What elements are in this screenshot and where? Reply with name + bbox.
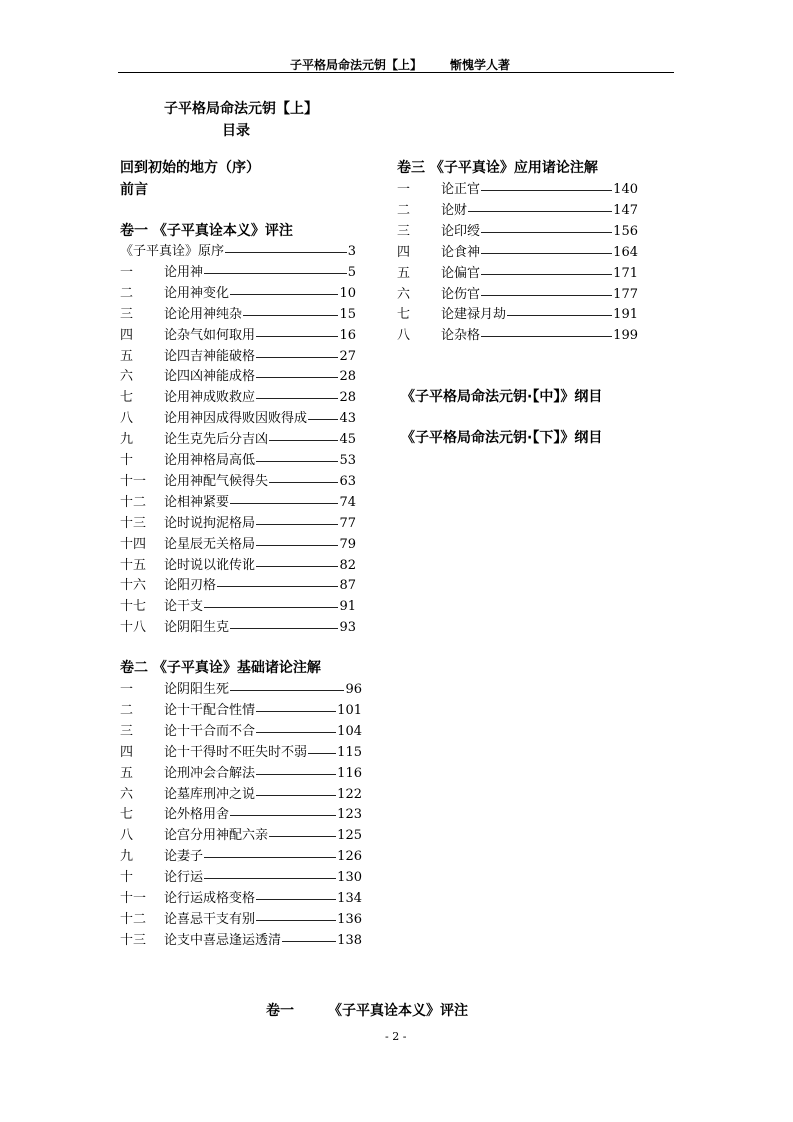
toc-entry-page: 96 <box>345 682 362 697</box>
toc-entry-title: 论用神变化 <box>164 285 230 301</box>
toc-entry-title: 论印绶 <box>441 223 481 239</box>
toc-entry[interactable] <box>120 241 356 262</box>
toc-entry-title: 论伤官 <box>441 286 481 302</box>
toc-entry-title: 论十干得时不旺失时不弱 <box>164 744 308 760</box>
toc-entry-title: 论论用神纯杂 <box>164 306 243 322</box>
toc-entry[interactable] <box>397 221 638 242</box>
toc-entry-page: 126 <box>337 849 362 865</box>
toc-entry-title: 论行运成格变格 <box>164 891 256 906</box>
toc-entry-page: 87 <box>339 578 356 594</box>
toc-entry-page: 156 <box>613 223 638 239</box>
toc-entry-page: 191 <box>613 307 638 323</box>
toc-entry-title: 论杂气如何取用 <box>164 327 256 343</box>
toc-entry[interactable] <box>120 262 356 283</box>
toc-leader-line <box>256 534 338 546</box>
toc-entry[interactable] <box>120 888 362 909</box>
toc-entry-number: 十三 <box>120 515 147 531</box>
toc-leader-line <box>217 575 338 587</box>
toc-entry[interactable] <box>120 763 362 784</box>
toc-entry[interactable] <box>120 346 356 367</box>
toc-entry[interactable] <box>120 429 356 450</box>
toc-entry[interactable] <box>120 825 362 846</box>
toc-entry-number: 十 <box>120 453 134 468</box>
vol2-heading[interactable]: 卷二 《子平真诠》基础诸论注解 <box>120 660 321 676</box>
toc-entry-page: 164 <box>613 244 638 260</box>
toc-entry-page: 77 <box>339 515 356 531</box>
toc-leader-line <box>256 325 338 337</box>
toc-entry-number: 三 <box>120 306 134 322</box>
toc-entry-number: 十一 <box>120 473 147 489</box>
toc-entry[interactable] <box>120 700 362 721</box>
toc-entry-number: 十 <box>120 870 134 886</box>
toc-entry-number: 十二 <box>120 911 147 927</box>
toc-entry-title: 论阳刃格 <box>164 578 217 594</box>
toc-entry[interactable] <box>397 242 638 263</box>
toc-leader-line <box>230 617 338 629</box>
toc-entry-title: 论十干合而不合 <box>164 723 256 739</box>
next-section-volume: 卷一 <box>266 1003 294 1019</box>
toc-entry-page: 138 <box>337 932 362 948</box>
toc-leader-line <box>256 909 336 921</box>
toc-entry-number: 二 <box>120 702 134 718</box>
toc-entry[interactable] <box>120 450 356 471</box>
toc-entry-number: 九 <box>120 432 134 448</box>
toc-leader-line <box>481 242 612 254</box>
toc-entry[interactable] <box>120 804 362 825</box>
toc-entry[interactable] <box>397 200 638 221</box>
toc-entry-page: 91 <box>339 599 356 615</box>
toc-entry-number: 二 <box>397 202 411 218</box>
toc-entry-page: 28 <box>339 390 356 406</box>
toc-entry-number: 十三 <box>120 932 147 948</box>
toc-entry-number: 九 <box>120 849 134 865</box>
toc-entry-title: 论行运 <box>164 870 204 886</box>
toc-leader-line <box>481 263 612 275</box>
toc-entry-title: 论用神配气候得失 <box>164 473 269 489</box>
toc-leader-line <box>230 283 338 295</box>
toc-entry-page: 104 <box>337 723 362 739</box>
toc-leader-line <box>204 846 336 858</box>
toc-entry-number: 十八 <box>120 620 147 636</box>
toc-entry-number: 四 <box>397 244 411 260</box>
toc-leader-line <box>481 284 612 296</box>
toc-entry-number: 六 <box>397 286 411 302</box>
toc-leader-line <box>230 679 344 691</box>
toc-entry[interactable] <box>120 387 356 408</box>
toc-entry[interactable] <box>120 721 362 742</box>
toc-entry-number: 六 <box>120 786 134 802</box>
toc-foreword[interactable]: 前言 <box>120 182 148 198</box>
toc-leader-line <box>256 513 338 525</box>
toc-leader-line <box>243 304 338 316</box>
next-section-heading <box>266 1000 468 1020</box>
vol1-heading[interactable]: 卷一 《子平真诠本义》评注 <box>120 223 293 239</box>
toc-entry-title: 论刑冲会合解法 <box>164 765 256 781</box>
toc-entry-number: 五 <box>397 265 411 281</box>
toc-entry-page: 10 <box>339 285 356 301</box>
toc-leader-line <box>225 241 347 253</box>
toc-entry-page: 82 <box>339 557 356 573</box>
toc-leader-line <box>204 596 338 608</box>
document-title: 子平格局命法元钥【上】 <box>164 101 318 117</box>
toc-entry-number: 四 <box>120 744 134 760</box>
toc-leader-line <box>256 763 336 775</box>
toc-entry-title: 论时说以讹传讹 <box>164 557 256 573</box>
toc-entry-page: 3 <box>347 244 356 259</box>
toc-entry-page: 74 <box>339 494 356 510</box>
toc-entry-title: 论偏官 <box>441 265 481 281</box>
toc-entry-title: 论四凶神能成格 <box>164 369 256 385</box>
toc-leader-line <box>204 867 336 879</box>
toc-entry-title: 论阴阳生克 <box>164 620 230 636</box>
toc-entry-title: 论用神成败救应 <box>164 390 256 406</box>
toc-entry-number: 三 <box>120 723 134 739</box>
toc-entry[interactable] <box>120 513 356 534</box>
toc-entry[interactable] <box>397 284 638 305</box>
toc-entry[interactable] <box>120 742 362 763</box>
toc-leader-line <box>308 408 338 420</box>
toc-leader-line <box>204 262 347 274</box>
toc-entry[interactable] <box>397 304 638 325</box>
toc-leader-line <box>256 346 338 358</box>
toc-entry-number: 七 <box>120 390 134 406</box>
header-author: 惭愧学人著 <box>450 58 511 72</box>
toc-entry-number: 八 <box>397 328 411 344</box>
toc-leader-line <box>481 179 612 191</box>
toc-entry[interactable] <box>120 596 356 617</box>
toc-entry-number: 十四 <box>120 536 147 552</box>
toc-entry[interactable] <box>120 617 356 638</box>
toc-entry-title: 论外格用舍 <box>164 807 230 823</box>
header-rule <box>118 72 674 73</box>
toc-entry[interactable] <box>120 867 362 888</box>
toc-entry-page: 123 <box>337 807 362 823</box>
toc-entry-page: 28 <box>339 369 356 385</box>
toc-entry-page: 27 <box>339 348 356 364</box>
toc-entry-number: 一 <box>397 182 411 197</box>
toc-leader-line <box>256 366 338 378</box>
toc-entry-number: 八 <box>120 411 134 427</box>
toc-entry-page: 140 <box>613 182 638 197</box>
toc-leader-line <box>230 492 338 504</box>
toc-entry-page: 16 <box>339 327 356 343</box>
toc-entry-number: 二 <box>120 285 134 301</box>
toc-entry-title: 论干支 <box>164 599 204 615</box>
page-number: - 2 - <box>385 1030 407 1043</box>
toc-entry-page: 45 <box>339 432 356 448</box>
toc-entry-title: 论建禄月劫 <box>441 307 507 323</box>
toc-entry-number: 一 <box>120 682 134 697</box>
next-section-title: 《子平真诠本义》评注 <box>328 1003 468 1019</box>
toc-preface[interactable]: 回到初始的地方（序） <box>120 160 260 176</box>
toc-entry-title: 论阴阳生死 <box>164 682 230 697</box>
toc-entry-number: 十二 <box>120 494 147 510</box>
toc-leader-line <box>481 325 612 337</box>
toc-entry-page: 43 <box>339 411 356 427</box>
toc-entry-page: 93 <box>339 620 356 636</box>
toc-entry[interactable] <box>120 575 356 596</box>
toc-entry-title: 论四吉神能破格 <box>164 348 256 364</box>
toc-entry-page: 134 <box>337 891 362 906</box>
toc-entry-title: 论财 <box>441 202 468 218</box>
toc-entry-title: 论墓库刑冲之说 <box>164 786 256 802</box>
toc-leader-line <box>269 429 338 441</box>
toc-entry-title: 论星辰无关格局 <box>164 536 256 552</box>
toc-entry[interactable] <box>120 471 356 492</box>
toc-entry-page: 101 <box>337 702 362 718</box>
toc-entry[interactable] <box>120 325 356 346</box>
toc-entry-number: 七 <box>397 307 411 323</box>
toc-entry-page: 199 <box>613 328 638 344</box>
toc-entry[interactable] <box>120 784 362 805</box>
toc-entry[interactable] <box>120 304 356 325</box>
toc-entry-page: 5 <box>347 264 356 280</box>
toc-entry[interactable] <box>397 263 638 284</box>
toc-entry-title: 论支中喜忌逢运透清 <box>164 932 282 948</box>
toc-entry-page: 125 <box>337 828 362 844</box>
toc-entry[interactable] <box>120 534 356 555</box>
toc-entry-page: 63 <box>339 473 356 489</box>
toc-leader-line <box>230 804 336 816</box>
toc-entry-page: 147 <box>613 202 638 218</box>
toc-entry-page: 116 <box>337 765 362 781</box>
toc-entry-number: 六 <box>120 369 134 385</box>
toc-entry-page: 79 <box>339 536 356 552</box>
toc-entry-title: 论相神紧要 <box>164 494 230 510</box>
toc-leader-line <box>256 721 336 733</box>
toc-entry-page: 171 <box>613 265 638 281</box>
toc-entry-number: 十七 <box>120 599 147 615</box>
toc-entry-title: 论喜忌干支有别 <box>164 911 256 927</box>
toc-entry-page: 177 <box>613 286 638 302</box>
toc-entry-number: 十六 <box>120 578 147 594</box>
toc-leader-line <box>256 700 336 712</box>
running-header <box>290 56 510 73</box>
toc-entry[interactable] <box>120 408 356 429</box>
toc-leader-line <box>256 387 338 399</box>
header-title: 子平格局命法元钥【上】 <box>290 58 423 72</box>
toc-leader-line <box>269 825 336 837</box>
toc-leader-line <box>256 450 338 462</box>
toc-entry-number: 八 <box>120 828 134 844</box>
low-volume-outline[interactable]: 《子平格局命法元钥·【下】》纲目 <box>401 430 603 446</box>
toc-title: 目录 <box>222 123 250 139</box>
toc-entry[interactable] <box>120 846 362 867</box>
toc-leader-line <box>507 304 612 316</box>
toc-entry[interactable] <box>120 930 362 951</box>
toc-entry-title: 论宫分用神配六亲 <box>164 828 269 844</box>
toc-entry-title: 论用神 <box>164 264 204 280</box>
toc-leader-line <box>256 784 336 796</box>
toc-entry[interactable] <box>120 366 356 387</box>
toc-entry[interactable] <box>120 679 362 700</box>
toc-entry-title: 论用神因成得败因败得成 <box>164 411 308 427</box>
toc-entry[interactable] <box>397 179 638 200</box>
toc-leader-line <box>468 200 612 212</box>
toc-entry-number: 十一 <box>120 891 147 906</box>
toc-entry-title: 论食神 <box>441 244 481 260</box>
toc-entry-page: 15 <box>339 306 356 322</box>
toc-leader-line <box>256 888 336 900</box>
toc-entry-number: 七 <box>120 807 134 823</box>
mid-volume-outline[interactable]: 《子平格局命法元钥·【中】》纲目 <box>401 389 603 405</box>
toc-entry-title: 论正官 <box>441 182 481 197</box>
toc-entry-title: 论用神格局高低 <box>164 453 256 468</box>
toc-leader-line <box>308 742 336 754</box>
toc-entry-page: 53 <box>339 453 356 468</box>
toc-entry-page: 115 <box>337 744 362 760</box>
toc-leader-line <box>481 221 612 233</box>
toc-entry-number: 三 <box>397 223 411 239</box>
toc-leader-line <box>269 471 338 483</box>
toc-entry-title: 《子平真诠》原序 <box>120 244 225 259</box>
toc-entry-number: 五 <box>120 765 134 781</box>
toc-entry-title: 论杂格 <box>441 328 481 344</box>
toc-entry[interactable] <box>120 492 356 513</box>
toc-entry-number: 五 <box>120 348 134 364</box>
toc-entry-title: 论十干配合性情 <box>164 702 256 718</box>
vol3-heading[interactable]: 卷三 《子平真诠》应用诸论注解 <box>397 160 598 176</box>
toc-entry-title: 论生克先后分吉凶 <box>164 432 269 448</box>
toc-entry[interactable] <box>397 325 638 346</box>
toc-entry-number: 十五 <box>120 557 147 573</box>
toc-entry-number: 四 <box>120 327 134 343</box>
toc-entry-page: 130 <box>337 870 362 886</box>
toc-entry-number: 一 <box>120 264 134 280</box>
toc-leader-line <box>282 930 336 942</box>
toc-entry-title: 论时说拘泥格局 <box>164 515 256 531</box>
toc-entry[interactable] <box>120 555 356 576</box>
toc-leader-line <box>256 555 338 567</box>
toc-entry-page: 136 <box>337 911 362 927</box>
toc-entry[interactable] <box>120 283 356 304</box>
toc-entry-title: 论妻子 <box>164 849 204 865</box>
toc-entry-page: 122 <box>337 786 362 802</box>
toc-entry[interactable] <box>120 909 362 930</box>
